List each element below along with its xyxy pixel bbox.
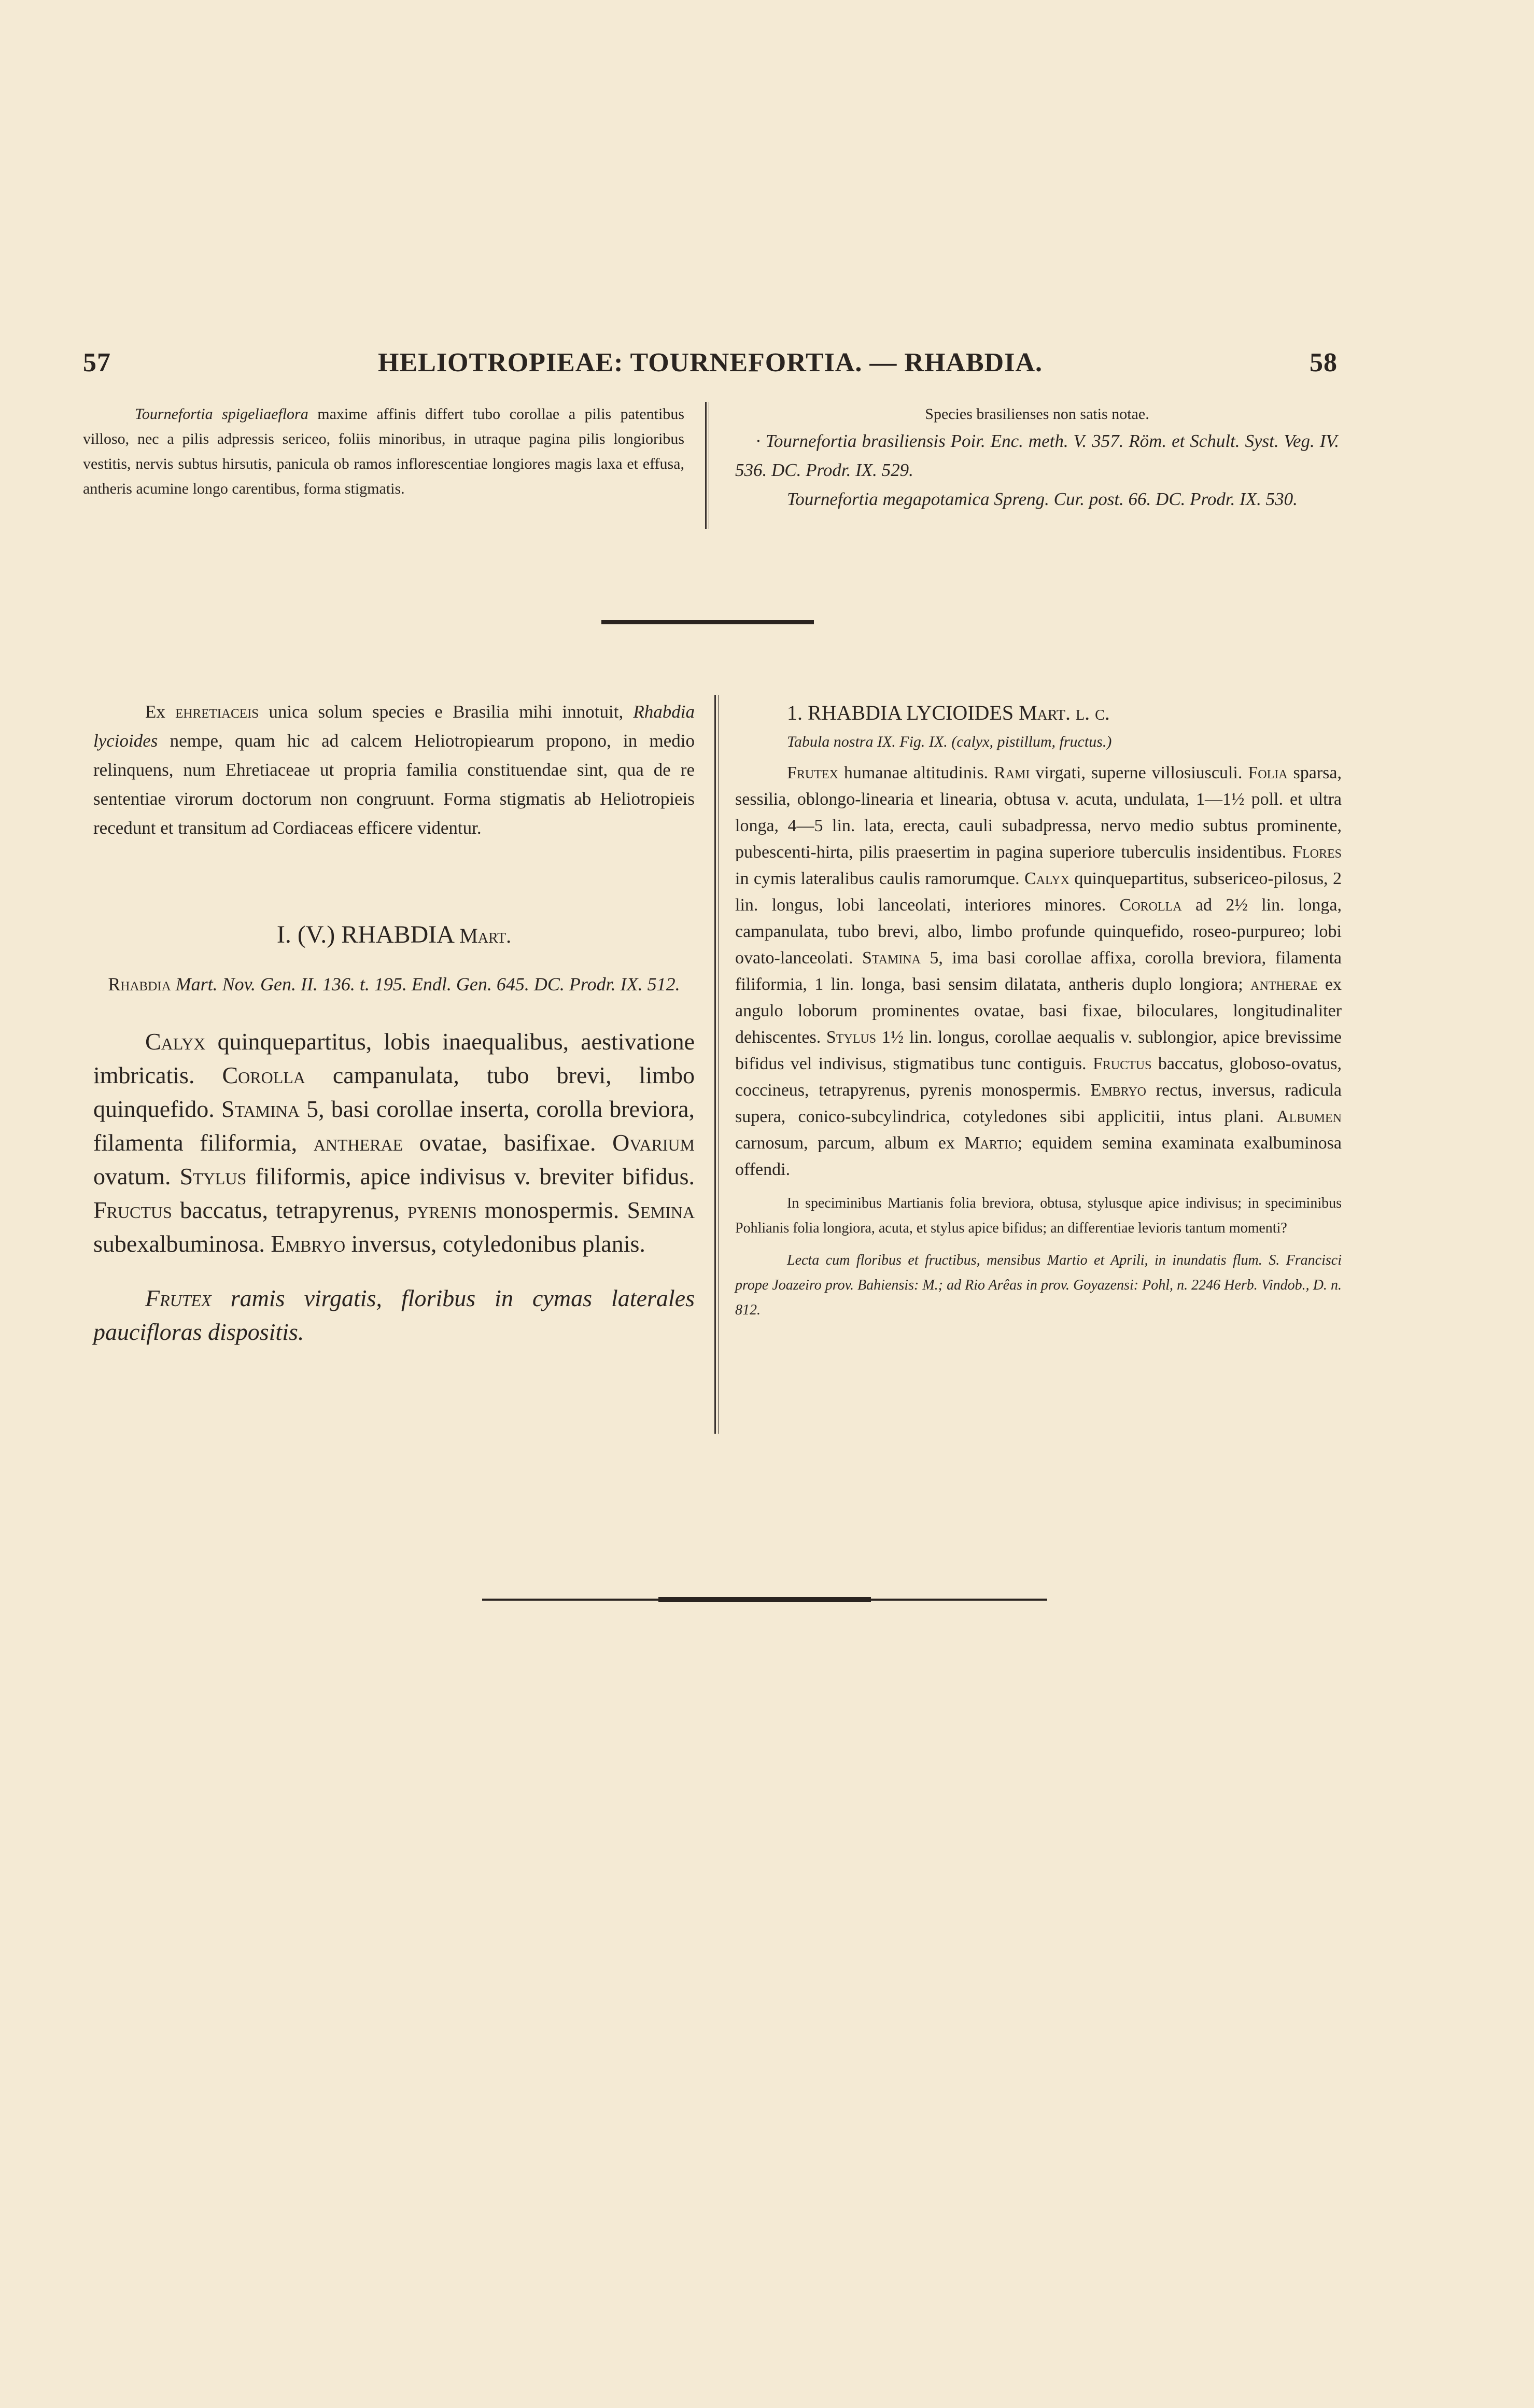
intro-family: ehretiaceis [175,702,259,722]
term-stamina-r: Stamina [862,948,921,968]
term-antherae: antherae [313,1129,403,1156]
page-number-left: 57 [83,348,111,377]
top-right-block [735,402,1339,514]
desc-folia: sparsa, sessilia, oblongo-linearia et linearia, obtusa v. acuta, undulata, 1—1½ poll. et ultra longa, 4—5 lin. lata, erecta, cauli subadpressa, nervo medio subtus prominente, pubescenti-hirta, pilis praesertim in pagina superiore tuberculis insidentibus. [735,763,1342,862]
desc-fructus-r: baccatus, globoso-ovatus, coccineus, tetrapyrenus, pyrenis monospermis. [735,1054,1342,1100]
desc-calyx-r: quinquepartitus, subsericeo-pilosus, 2 lin. longus, lobi lanceolati, interiores minores. [735,869,1342,915]
desc-corolla-r: ad 2½ lin. longa, campanulata, tubo brevi, albo, limbo profunde quinquefido, roseo-purpureo; lobi ovato-lanceolati. [735,895,1342,968]
desc-fructus: baccatus, tetrapyrenus, [172,1197,408,1223]
term-stamina: Stamina [221,1096,300,1122]
collection-note: Lecta cum floribus et fructibus, mensibus Martio et Aprili, in inundatis flum. S. Francisci prope Joazeiro prov. Bahiensis: M.; ad Rio Arêas in prov. Goyazensi: Pohl, n. 2246 Herb. Vindob., D. n. 812. [735,1252,1342,1318]
column-divider-top [705,402,709,529]
term-calyx-r: Calyx [1024,869,1069,888]
desc-calyx: quinquepartitus, lobis inaequalibus, aestivatione imbricatis. [93,1028,695,1088]
genus-title [93,920,695,949]
page-number-right: 58 [1310,348,1338,377]
term-rami: Rami [994,763,1030,782]
term-fructus: Fructus [93,1197,172,1223]
genus-ref-name: Rhabdia [108,974,171,995]
intro-species: Rhabdia lycioides [93,702,695,751]
genus-author: Mart. [459,924,512,947]
desc-stamina: 5, basi corollae inserta, corolla breviora, filamenta filiformia, [93,1096,695,1156]
term-calyx: Calyx [145,1028,206,1055]
running-title: HELIOTROPIEAE: TOURNEFORTIA. — RHABDIA. [378,348,1043,377]
term-fructus-r: Fructus [1092,1054,1152,1073]
term-embryo-r: Embryo [1090,1081,1147,1100]
desc-pyrenis: monospermis. [476,1197,627,1223]
species-author: Mart. l. c. [1019,701,1110,724]
reference-1: · Tournefortia brasiliensis Poir. Enc. meth. V. 357. Röm. et Schult. Syst. Veg. IV. 536. DC. Prodr. IX. 529. [735,431,1339,480]
desc-embryo-r: rectus, inversus, radicula supera, conico-subcylindrica, cotyledones sibi applicitii, intus plani. [735,1081,1342,1126]
desc-stamina-r: 5, ima basi corollae affixa, corolla breviora, filamenta filiformia, 1 lin. longa, basi sensim dilatata, antheris duplo longiora; [735,948,1342,994]
section-divider [601,620,814,624]
species-name: Tournefortia spigeliaeflora [135,405,308,423]
intro-ex: Ex [145,702,165,722]
desc-stylus: filiformis, apice indivisus v. breviter bifidus. [246,1163,695,1189]
species-title [735,697,1342,729]
species-description [735,760,1342,1183]
term-semina: Semina [627,1197,695,1223]
term-antherae-r: antherae [1250,975,1318,994]
desc-semina: subexalbuminosa. [93,1230,271,1257]
frutex-diagnosis [93,1281,695,1349]
species-notae-heading: Species brasilienses non satis notae. [925,405,1149,423]
desc-flores: in cymis lateralibus caulis ramorumque. [735,869,1025,888]
desc-frutex: ramis virgatis, floribus in cymas laterales paucifloras dispositis. [93,1285,695,1345]
term-flores: Flores [1292,843,1342,862]
end-rule-thick [658,1597,871,1602]
term-folia: Folia [1248,763,1288,782]
page-header [83,347,1338,389]
top-left-text: maxime affinis differt tubo corollae a pilis patentibus villoso, nec a pilis adpressis sericeo, foliis minoribus, in utraque pagina pilis longioribus vestitis, nervis subtus hirsutis, panicula ob ramos inflorescentiae longiores magis laxa et effusa, antheris acumine longo carentibus, forma stigmatis. [83,405,684,497]
term-stylus-r: Stylus [826,1028,877,1047]
genus-ref-text: Mart. Nov. Gen. II. 136. t. 195. Endl. Gen. 645. DC. Prodr. IX. 512. [175,974,680,995]
specimen-note: In speciminibus Martianis folia breviora, obtusa, stylusque apice indivisus; in speciminibus Pohlianis folia longiora, acuta, et stylus apice bifidus; an differentiae levioris tantum momenti? [735,1195,1342,1236]
right-column [735,697,1342,1323]
desc-frutex-r: humanae altitudinis. [838,763,994,782]
species-title-text: 1. RHABDIA LYCIOIDES [787,701,1014,724]
desc-albumen: carnosum, parcum, album ex [735,1133,965,1153]
column-divider-main [714,695,719,1434]
left-column [93,697,695,1349]
term-martio: Martio [964,1133,1018,1153]
genus-reference [93,970,695,999]
tabula-ref: Tabula nostra IX. Fig. IX. (calyx, pistillum, fructus.) [787,733,1112,750]
term-frutex: Frutex [145,1285,212,1311]
intro-text-a: unica solum species e Brasilia mihi innotuit, [259,702,634,722]
reference-2: Tournefortia megapotamica Spreng. Cur. post. 66. DC. Prodr. IX. 530. [787,489,1298,509]
term-corolla: Corolla [222,1062,305,1088]
term-embryo: Embryo [271,1230,346,1257]
term-albumen: Albumen [1276,1107,1342,1126]
intro-paragraph [93,697,695,843]
desc-albumen-end: ; equidem semina examinata exalbuminosa offendi. [735,1133,1342,1179]
desc-stylus-r: 1½ lin. longus, corollae aequalis v. sublongior, apice brevissime bifidus vel indivisus, stigmatibus tunc contiguis. [735,1028,1342,1073]
term-ovarium: Ovarium [612,1129,695,1156]
term-pyrenis: pyrenis [407,1197,477,1223]
term-corolla-r: Corolla [1119,895,1182,915]
term-stylus: Stylus [179,1163,247,1189]
top-left-paragraph [83,402,684,501]
genus-title-text: I. (V.) RHABDIA [276,921,454,948]
genus-description [93,1025,695,1261]
desc-antherae-r: ex angulo loborum prominentes ovatae, basi fixae, biloculares, longitudinaliter dehiscentes. [735,975,1342,1047]
intro-text-b: nempe, quam hic ad calcem Heliotropiearum propono, in medio relinquens, num Ehretiaceae ut propria familia constituendae sint, qua de re sententiae virorum doctorum non congruunt. Forma stigmatis ab Heliotropieis recedunt et transitum ad Cordiaceas efficere videntur. [93,731,695,838]
desc-embryo: inversus, cotyledonibus planis. [345,1230,645,1257]
desc-antherae: ovatae, basifixae. [403,1129,613,1156]
desc-ovarium: ovatum. [93,1163,180,1189]
desc-corolla: campanulata, tubo brevi, limbo quinquefido. [93,1062,695,1122]
desc-rami: virgati, superne villosiusculi. [1030,763,1248,782]
term-frutex-r: Frutex [787,763,838,782]
